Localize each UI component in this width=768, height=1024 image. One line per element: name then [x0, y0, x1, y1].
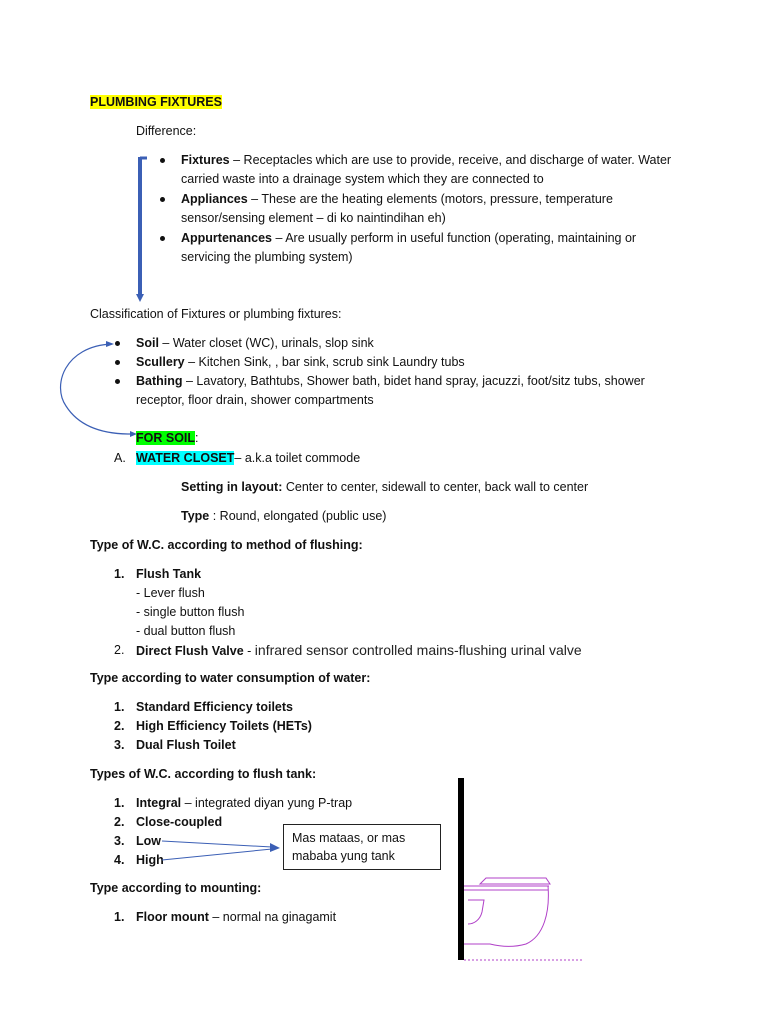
item-term: Soil [136, 336, 159, 350]
wc-title: WATER CLOSET [136, 451, 235, 465]
list-item [136, 353, 656, 372]
bullet-icon [115, 360, 120, 365]
mounting-item-desc: – normal na ginagamit [208, 910, 337, 924]
tank-item: Close-coupled [136, 815, 223, 829]
curved-arrow [54, 336, 138, 442]
list-item [136, 334, 656, 353]
item-desc: – Kitchen Sink, , bar sink, scrub sink Laundry tubs [184, 355, 465, 369]
callout-box: Mas mataas, or mas mababa yung tank [283, 824, 441, 870]
mounting-heading: Type according to mounting: [90, 881, 262, 895]
for-soil-text: FOR SOIL [136, 431, 196, 445]
difference-label: Difference: [136, 124, 197, 138]
flush-sub-item: - Lever flush [136, 586, 205, 600]
tank-item-desc: – integrated diyan yung P-trap [181, 796, 353, 810]
type-value: : Round, elongated (public use) [209, 509, 387, 523]
list-number: 1. [114, 796, 125, 810]
classification-label: Classification of Fixtures or plumbing fixtures: [90, 307, 342, 321]
item-desc: – Lavatory, Bathtubs, Shower bath, bidet hand spray, jacuzzi, foot/sitz tubs, shower receptor, floor drain, shower compartments [136, 374, 645, 407]
tank-item: Low [136, 834, 161, 848]
wall-line-icon [458, 778, 464, 960]
flush-tank-label: Flush Tank [136, 567, 202, 581]
direct-flush-desc: infrared sensor controlled mains-flushing urinal valve [254, 642, 582, 658]
list-number: 2. [114, 719, 125, 733]
bullet-icon [115, 341, 120, 346]
flush-sub-item: - dual button flush [136, 624, 236, 638]
list-number: 2. [114, 815, 125, 829]
list-item [181, 190, 651, 228]
consumption-item: Standard Efficiency toilets [136, 700, 293, 714]
item-desc: – Water closet (WC), urinals, slop sink [158, 336, 374, 350]
bullet-icon [160, 197, 165, 202]
type-label: Type [181, 509, 210, 523]
item-desc: – Receptacles which are use to provide, receive, and discharge of water. Water carried waste into a drainage system which they are connected to [181, 153, 672, 186]
water-closet-line [136, 450, 360, 466]
flush-sub-item: - single button flush [136, 605, 245, 619]
direct-flush-sep: - [243, 644, 255, 658]
direct-flush-line [136, 642, 582, 659]
setting-line [181, 479, 588, 495]
item-term: Appurtenances [181, 231, 272, 245]
type-line [181, 508, 386, 524]
list-number: 1. [114, 567, 125, 581]
list-number: 1. [114, 910, 125, 924]
list-item [136, 372, 656, 410]
list-number: 2. [114, 643, 125, 657]
consumption-heading: Type according to water consumption of water: [90, 671, 371, 685]
mounting-item-label: Floor mount [136, 910, 209, 924]
item-desc: – These are the heating elements (motors, pressure, temperature sensor/sensing element – di ko naintindihan eh) [181, 192, 613, 225]
item-term: Appliances [181, 192, 248, 206]
setting-value: Center to center, sidewall to center, back wall to center [282, 480, 589, 494]
list-number: 1. [114, 700, 125, 714]
flushing-heading: Type of W.C. according to method of flushing: [90, 538, 363, 552]
tank-item: High [136, 853, 164, 867]
consumption-item: Dual Flush Toilet [136, 738, 236, 752]
for-soil-heading [136, 430, 199, 446]
tank-heading: Types of W.C. according to flush tank: [90, 767, 317, 781]
toilet-sketch [454, 776, 586, 966]
wc-marker: A. [114, 451, 126, 465]
item-desc: – Are usually perform in useful function (operating, maintaining or servicing the plumbing system) [181, 231, 637, 264]
toilet-icon [464, 878, 550, 946]
item-term: Bathing [136, 374, 183, 388]
list-item [181, 151, 681, 189]
direct-flush-label: Direct Flush Valve [136, 644, 244, 658]
bullet-icon [115, 379, 120, 384]
bullet-icon [160, 158, 165, 163]
wc-desc: – a.k.a toilet commode [234, 451, 361, 465]
mounting-item [136, 909, 336, 925]
page-title [90, 94, 222, 110]
bracket-arrow [128, 150, 152, 306]
list-number: 4. [114, 853, 125, 867]
callout-arrows [160, 836, 284, 866]
list-item [181, 229, 661, 267]
list-number: 3. [114, 834, 125, 848]
for-soil-colon: : [195, 431, 199, 445]
consumption-item: High Efficiency Toilets (HETs) [136, 719, 312, 733]
tank-item-label: Integral [136, 796, 182, 810]
tank-item [136, 795, 352, 811]
list-number: 3. [114, 738, 125, 752]
title-text: PLUMBING FIXTURES [90, 95, 222, 109]
bullet-icon [160, 236, 165, 241]
item-term: Scullery [136, 355, 185, 369]
setting-label: Setting in layout: [181, 480, 283, 494]
item-term: Fixtures [181, 153, 230, 167]
